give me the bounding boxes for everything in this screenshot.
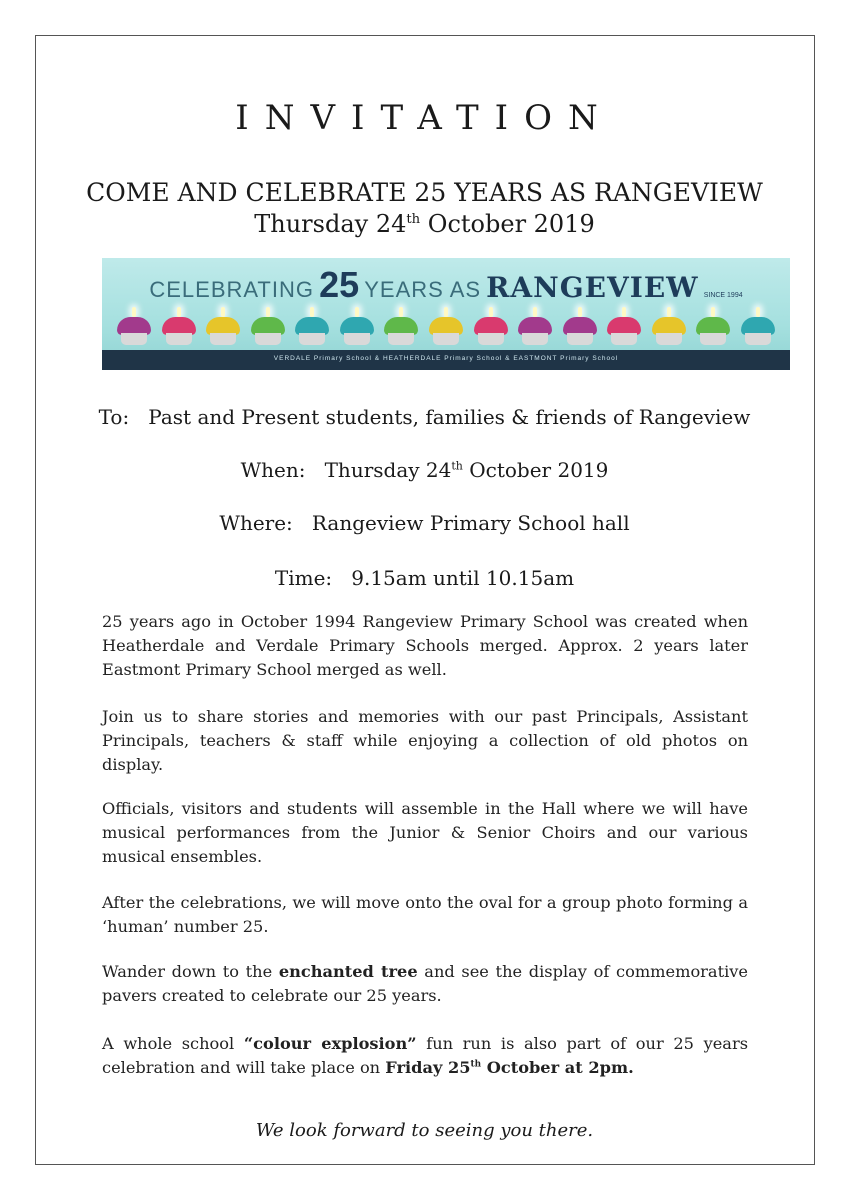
banner-footer-text: VERDALE Primary School & HEATHERDALE Primary School & EASTMONT Primary School [273, 355, 619, 362]
cupcake-icon [739, 313, 777, 347]
anniversary-banner [102, 258, 790, 370]
group-photo-paragraph: After the celebrations, we will move onto the oval for a group photo forming a ‘human’ number 25. [102, 893, 748, 936]
banner-school-name: RANGEVIEW [486, 271, 699, 304]
cupcake-icon [472, 313, 510, 347]
cupcake-icon [382, 313, 420, 347]
where-value: Rangeview Primary School hall [311, 511, 630, 535]
time-line [0, 566, 849, 590]
cupcake-icon [338, 313, 376, 347]
when-line [0, 458, 849, 482]
enchanted-tree-paragraph: Wander down to the enchanted tree and see the display of commemorative pavers created to celebrate our 25 years. [102, 962, 748, 1005]
cupcake-icon [516, 313, 554, 347]
history-paragraph: 25 years ago in October 1994 Rangeview Primary School was created when Heatherdale and Verdale Primary Schools merged. Approx. 2 years later Eastmont Primary School merged as well. [102, 612, 748, 679]
cupcake-icon [605, 313, 643, 347]
banner-heading [102, 264, 790, 306]
cupcake-icon [694, 313, 732, 347]
cupcake-icon [293, 313, 331, 347]
to-label: To: [98, 405, 130, 429]
banner-footer-strip [102, 350, 790, 370]
celebration-date: Thursday 24th October 2019 [254, 210, 595, 238]
banner-since-text: SINCE 1994 [703, 292, 743, 299]
memories-paragraph: Join us to share stories and memories with our past Principals, Assistant Principals, teachers & staff while enjoying a collection of old photos on display. [102, 707, 748, 774]
invitation-title: INVITATION [235, 98, 614, 138]
time-value: 9.15am until 10.15am [351, 566, 575, 590]
to-value: Past and Present students, families & friends of Rangeview [148, 405, 751, 429]
where-line [0, 511, 849, 535]
cupcake-icon [427, 313, 465, 347]
when-value: Thursday 24th October 2019 [324, 458, 609, 482]
cupcake-row [112, 313, 780, 349]
cupcake-icon [561, 313, 599, 347]
celebration-headline: COME AND CELEBRATE 25 YEARS AS RANGEVIEW [86, 178, 763, 207]
when-label: When: [240, 458, 306, 482]
cupcake-icon [115, 313, 153, 347]
cupcake-icon [249, 313, 287, 347]
fun-run-paragraph: A whole school “colour explosion” fun run is also part of our 25 years celebration and will take place on Friday 25th October at 2pm. [102, 1034, 749, 1077]
cupcake-icon [204, 313, 242, 347]
time-label: Time: [274, 566, 333, 590]
cupcake-icon [650, 313, 688, 347]
banner-number: 25 [319, 264, 360, 305]
closing-line: We look forward to seeing you there. [255, 1120, 594, 1141]
banner-years-as-text: YEARS AS [364, 277, 482, 302]
banner-celebrating-text: CELEBRATING [149, 277, 314, 302]
cupcake-icon [160, 313, 198, 347]
assembly-paragraph: Officials, visitors and students will assemble in the Hall where we will have musical performances from the Junior & Senior Choirs and our various musical ensembles. [102, 799, 748, 866]
to-line [0, 405, 849, 429]
where-label: Where: [219, 511, 293, 535]
